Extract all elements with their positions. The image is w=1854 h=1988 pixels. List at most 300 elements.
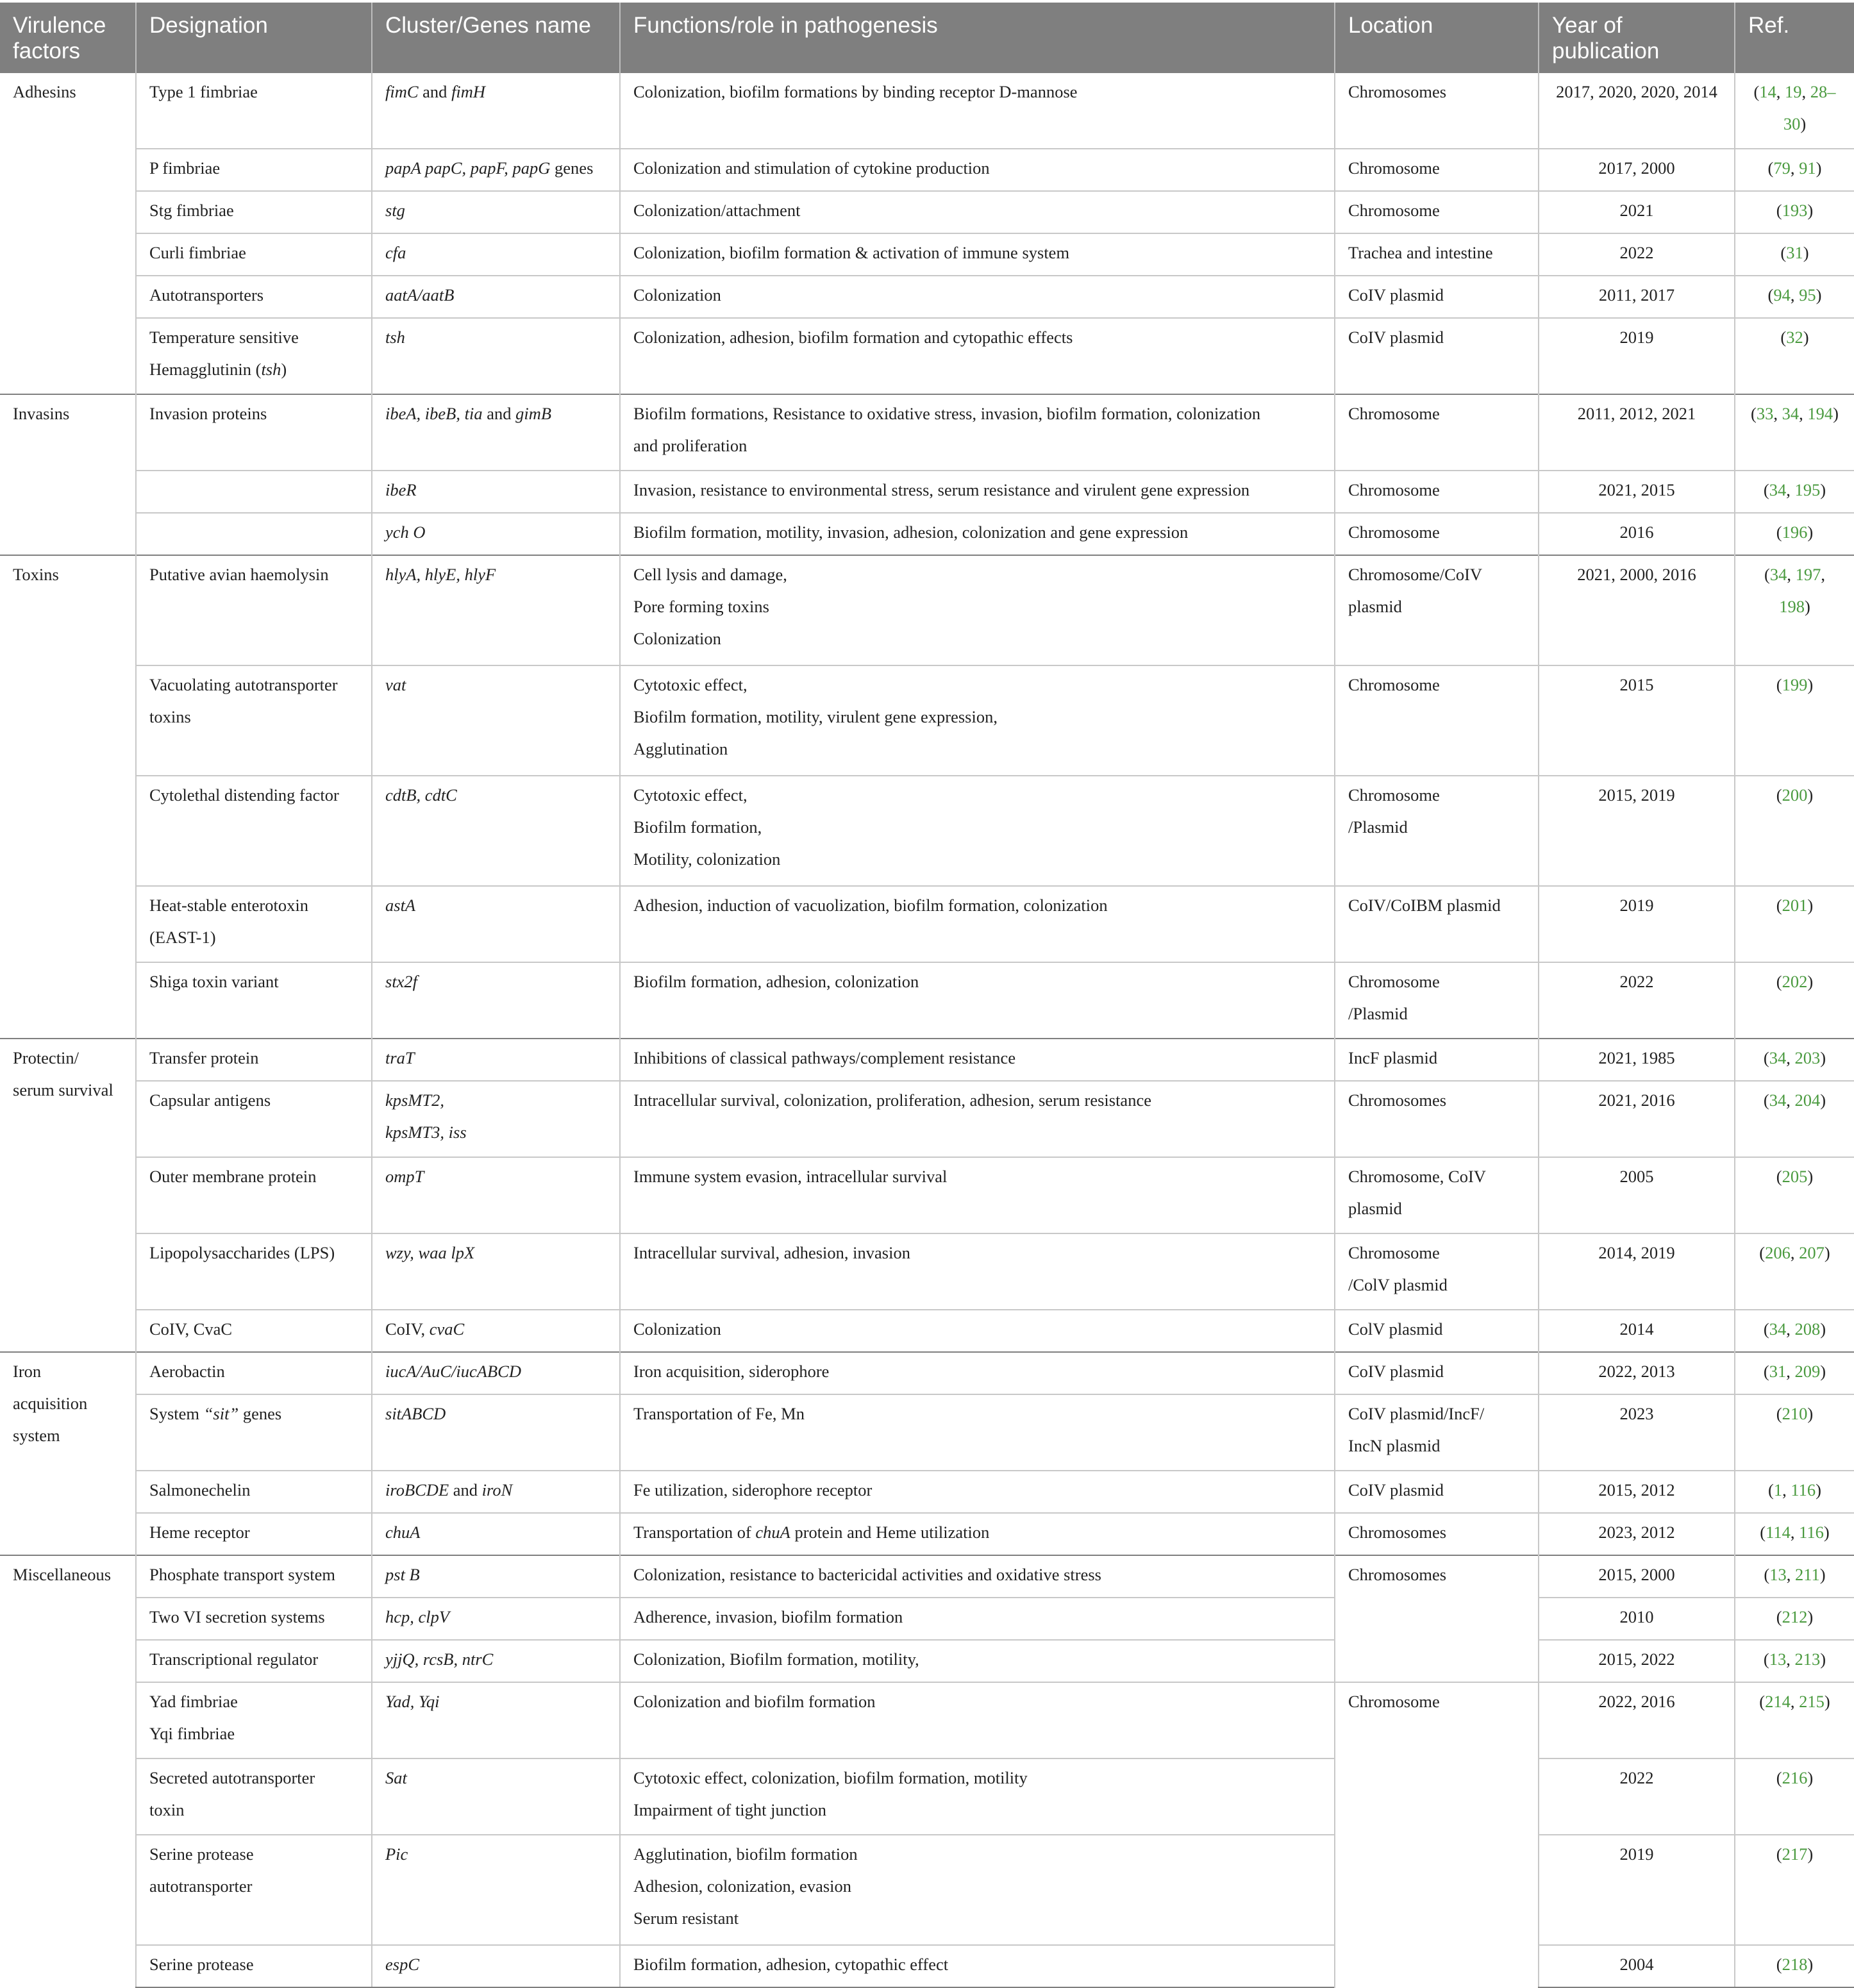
ref-link[interactable]: 34 — [1782, 404, 1800, 423]
cell-line: Agglutination — [633, 739, 728, 758]
year-cell: 2019 — [1539, 886, 1735, 962]
location-cell — [1335, 1471, 1539, 1513]
functions-cell — [620, 276, 1335, 318]
ref-link[interactable]: 95 — [1799, 285, 1816, 305]
cell-line: Sat — [385, 1768, 407, 1787]
functions-cell — [620, 886, 1335, 962]
year-cell: 2021, 1985 — [1539, 1039, 1735, 1081]
cell-line: Chromosome — [1348, 201, 1440, 220]
ref-cell: (32) — [1735, 318, 1854, 394]
location-cell — [1335, 1555, 1539, 1682]
designation-line: System “sit” genes — [149, 1404, 282, 1423]
cell-line: Transportation of Fe, Mn — [633, 1404, 805, 1423]
designation-line: Lipopolysaccharides (LPS) — [149, 1243, 335, 1262]
cell-line: Iron acquisition, siderophore — [633, 1362, 830, 1381]
ref-cell: (34, 208) — [1735, 1310, 1854, 1352]
functions-cell — [620, 1513, 1335, 1555]
ref-link[interactable]: 91 — [1799, 158, 1816, 178]
cell-line: ych O — [385, 522, 426, 542]
ref-cell: (196) — [1735, 513, 1854, 555]
cell-line: Chromosomes — [1348, 1090, 1447, 1110]
ref-cell: (34, 203) — [1735, 1039, 1854, 1081]
cell-line: /Plasmid — [1348, 1004, 1408, 1023]
cell-line: Chromosome — [1348, 404, 1440, 423]
cell-line: plasmid — [1348, 1199, 1402, 1218]
cell-line: CoIV/CoIBM plasmid — [1348, 896, 1501, 915]
genes-cell — [372, 318, 620, 394]
designation-line: P fimbriae — [149, 158, 221, 178]
year-cell: 2015, 2022 — [1539, 1640, 1735, 1682]
year-cell: 2022, 2016 — [1539, 1682, 1735, 1758]
ref-link[interactable]: 114 — [1766, 1523, 1791, 1542]
cell-line: Cytotoxic effect, colonization, biofilm formation, motility — [633, 1768, 1028, 1787]
designation-cell — [136, 318, 372, 394]
cell-line: Chromosome — [1348, 675, 1440, 694]
cell-line: Biofilm formation, adhesion, cytopathic effect — [633, 1955, 949, 1974]
designation-cell — [136, 149, 372, 191]
year-cell: 2015, 2000 — [1539, 1555, 1735, 1598]
cell-line: Pic — [385, 1844, 408, 1864]
location-cell — [1335, 1310, 1539, 1352]
ref-link[interactable]: 34 — [1769, 1090, 1787, 1110]
designation-line: Yad fimbriae — [149, 1692, 238, 1711]
cell-line: Colonization, biofilm formation & activation of immune system — [633, 243, 1070, 262]
genes-cell — [372, 149, 620, 191]
genes-cell — [372, 276, 620, 318]
cell-line: wzy, waa lpX — [385, 1243, 475, 1262]
location-cell — [1335, 1394, 1539, 1471]
ref-link[interactable]: 193 — [1782, 201, 1808, 220]
designation-cell — [136, 1157, 372, 1233]
ref-link[interactable]: 13 — [1769, 1650, 1787, 1669]
cell-line: espC — [385, 1955, 419, 1974]
cell-line: Chromosome, CoIV — [1348, 1167, 1486, 1186]
designation-line: Temperature sensitive — [149, 328, 299, 347]
location-cell — [1335, 886, 1539, 962]
cell-line: Cell lysis and damage, — [633, 565, 787, 584]
ref-link[interactable]: 13 — [1769, 1565, 1787, 1584]
cell-line: Colonization, adhesion, biofilm formation and cytopathic effects — [633, 328, 1073, 347]
designation-line: toxins — [149, 707, 191, 726]
designation-line: Heme receptor — [149, 1523, 250, 1542]
functions-cell — [620, 149, 1335, 191]
ref-link[interactable]: 199 — [1782, 675, 1808, 694]
category-label: Protectin/ — [13, 1048, 79, 1067]
designation-line: Stg fimbriae — [149, 201, 234, 220]
functions-cell — [620, 1640, 1335, 1682]
cell-line: Colonization/attachment — [633, 201, 801, 220]
location-cell — [1335, 276, 1539, 318]
designation-cell — [136, 1233, 372, 1310]
table-row — [0, 962, 1854, 1039]
genes-cell — [372, 394, 620, 471]
designation-line: CoIV, CvaC — [149, 1319, 233, 1339]
location-cell — [1335, 471, 1539, 513]
functions-cell — [620, 555, 1335, 665]
functions-cell — [620, 1157, 1335, 1233]
cell-line: CoIV, cvaC — [385, 1319, 465, 1339]
year-cell: 2021, 2000, 2016 — [1539, 555, 1735, 665]
table-row — [0, 555, 1854, 665]
cell-line: and proliferation — [633, 436, 747, 455]
cell-line: kpsMT2, — [385, 1090, 445, 1110]
cell-line: Colonization and stimulation of cytokine production — [633, 158, 990, 178]
ref-link[interactable]: 19 — [1785, 82, 1802, 101]
cell-line: Colonization, resistance to bactericidal activities and oxidative stress — [633, 1565, 1101, 1584]
designation-cell — [136, 1352, 372, 1394]
cell-line: CoIV plasmid — [1348, 1480, 1444, 1499]
ref-link[interactable]: 28–30 — [1783, 82, 1836, 133]
year-cell: 2011, 2012, 2021 — [1539, 394, 1735, 471]
ref-link[interactable]: 94 — [1773, 285, 1791, 305]
year-cell: 2015 — [1539, 665, 1735, 776]
year-cell: 2022 — [1539, 1758, 1735, 1835]
ref-cell: (1, 116) — [1735, 1471, 1854, 1513]
category-label: Invasins — [13, 404, 70, 423]
designation-line: Invasion proteins — [149, 404, 267, 423]
ref-link[interactable]: 210 — [1782, 1404, 1808, 1423]
table-row — [0, 318, 1854, 394]
cell-line: astA — [385, 896, 416, 915]
table-row — [0, 1157, 1854, 1233]
ref-link[interactable]: 206 — [1765, 1243, 1791, 1262]
ref-link[interactable]: 214 — [1765, 1692, 1791, 1711]
ref-cell: (31) — [1735, 233, 1854, 276]
ref-link[interactable]: 195 — [1794, 480, 1821, 499]
year-cell: 2015, 2012 — [1539, 1471, 1735, 1513]
location-cell — [1335, 233, 1539, 276]
designation-line: Serine protease — [149, 1844, 254, 1864]
header-location: Location — [1335, 3, 1539, 72]
genes-cell — [372, 1352, 620, 1394]
cell-line: fimC and fimH — [385, 82, 486, 101]
ref-link[interactable]: 201 — [1782, 896, 1808, 915]
cell-line: Chromosome — [1348, 522, 1440, 542]
ref-cell: (33, 34, 194) — [1735, 394, 1854, 471]
cell-line: ompT — [385, 1167, 424, 1186]
ref-link[interactable]: 218 — [1782, 1955, 1808, 1974]
cell-line: Chromosome — [1348, 1692, 1440, 1711]
cell-line: Agglutination, biofilm formation — [633, 1844, 858, 1864]
ref-link[interactable]: 31 — [1769, 1362, 1787, 1381]
table-row — [0, 1555, 1854, 1598]
genes-cell — [372, 72, 620, 149]
designation-cell — [136, 1555, 372, 1598]
cell-line: Colonization — [633, 285, 721, 305]
ref-link[interactable]: 198 — [1779, 597, 1805, 616]
header-year: Year of publication — [1539, 3, 1735, 72]
functions-cell — [620, 1471, 1335, 1513]
year-cell: 2017, 2020, 2020, 2014 — [1539, 72, 1735, 149]
cell-line: Chromosomes — [1348, 1565, 1447, 1584]
cell-line: Motility, colonization — [633, 849, 781, 869]
location-cell — [1335, 555, 1539, 665]
genes-cell — [372, 1682, 620, 1758]
ref-link[interactable]: 196 — [1782, 522, 1808, 542]
ref-link[interactable]: 34 — [1769, 480, 1787, 499]
category-cell — [0, 72, 136, 394]
location-cell — [1335, 513, 1539, 555]
table-row — [0, 1471, 1854, 1513]
cell-line: Chromosome — [1348, 785, 1440, 805]
location-cell — [1335, 962, 1539, 1039]
ref-cell: (114, 116) — [1735, 1513, 1854, 1555]
cell-line: vat — [385, 675, 406, 694]
ref-cell: (13, 211) — [1735, 1555, 1854, 1598]
cell-line: Pore forming toxins — [633, 597, 769, 616]
functions-cell — [620, 962, 1335, 1039]
functions-cell — [620, 1233, 1335, 1310]
genes-cell — [372, 1471, 620, 1513]
genes-cell — [372, 1640, 620, 1682]
cell-line: hlyA, hlyE, hlyF — [385, 565, 496, 584]
ref-link[interactable]: 209 — [1794, 1362, 1821, 1381]
year-cell: 2022 — [1539, 233, 1735, 276]
ref-link[interactable]: 204 — [1794, 1090, 1821, 1110]
functions-cell — [620, 1945, 1335, 1987]
designation-line: Transfer protein — [149, 1048, 259, 1067]
category-cell — [0, 1352, 136, 1555]
year-cell: 2011, 2017 — [1539, 276, 1735, 318]
functions-cell — [620, 233, 1335, 276]
ref-link[interactable]: 205 — [1782, 1167, 1808, 1186]
location-cell — [1335, 149, 1539, 191]
designation-cell — [136, 1039, 372, 1081]
ref-link[interactable]: 212 — [1782, 1607, 1808, 1626]
cell-line: Adherence, invasion, biofilm formation — [633, 1607, 903, 1626]
cell-line: Colonization and biofilm formation — [633, 1692, 876, 1711]
cell-line: hcp, clpV — [385, 1607, 450, 1626]
cell-line: papA papC, papF, papG genes — [385, 158, 594, 178]
ref-link[interactable]: 203 — [1794, 1048, 1821, 1067]
designation-cell — [136, 1598, 372, 1640]
ref-cell: (193) — [1735, 191, 1854, 233]
cell-line: Biofilm formation, adhesion, colonization — [633, 972, 919, 991]
ref-cell: (34, 204) — [1735, 1081, 1854, 1157]
table-row — [0, 1598, 1854, 1640]
category-label: acquisition — [13, 1394, 88, 1413]
ref-cell: (199) — [1735, 665, 1854, 776]
designation-cell — [136, 1758, 372, 1835]
year-cell: 2005 — [1539, 1157, 1735, 1233]
designation-line: Hemagglutinin (tsh) — [149, 360, 287, 379]
table-row — [0, 1233, 1854, 1310]
header-functions: Functions/role in pathogenesis — [620, 3, 1335, 72]
ref-cell: (201) — [1735, 886, 1854, 962]
cell-line: Cytotoxic effect, — [633, 675, 747, 694]
location-cell — [1335, 776, 1539, 886]
genes-cell — [372, 191, 620, 233]
table-row — [0, 1640, 1854, 1682]
designation-cell — [136, 1471, 372, 1513]
genes-cell — [372, 555, 620, 665]
cell-line: iucA/AuC/iucABCD — [385, 1362, 521, 1381]
genes-cell — [372, 1157, 620, 1233]
year-cell: 2010 — [1539, 1598, 1735, 1640]
year-cell: 2022, 2013 — [1539, 1352, 1735, 1394]
cell-line: iroBCDE and iroN — [385, 1480, 513, 1499]
designation-line: Yqi fimbriae — [149, 1724, 235, 1743]
genes-cell — [372, 513, 620, 555]
designation-line: Shiga toxin variant — [149, 972, 279, 991]
cell-line: Trachea and intestine — [1348, 243, 1493, 262]
header-virulence-factors: Virulence factors — [0, 3, 136, 72]
cell-line: IncN plasmid — [1348, 1436, 1441, 1455]
location-cell — [1335, 1233, 1539, 1310]
genes-cell — [372, 1555, 620, 1598]
functions-cell — [620, 318, 1335, 394]
ref-link[interactable]: 79 — [1773, 158, 1791, 178]
cell-line: ibeR — [385, 480, 417, 499]
location-cell — [1335, 1513, 1539, 1555]
table-row — [0, 1835, 1854, 1945]
ref-link[interactable]: 215 — [1799, 1692, 1825, 1711]
ref-link[interactable]: 34 — [1769, 1048, 1787, 1067]
table-body — [0, 72, 1854, 1987]
location-cell — [1335, 394, 1539, 471]
cell-line: Chromosomes — [1348, 1523, 1447, 1542]
cell-line: ColV plasmid — [1348, 1319, 1443, 1339]
functions-cell — [620, 1758, 1335, 1835]
cell-line: aatA/aatB — [385, 285, 455, 305]
ref-link[interactable]: 31 — [1786, 243, 1803, 262]
ref-link[interactable]: 213 — [1794, 1650, 1821, 1669]
designation-cell — [136, 1640, 372, 1682]
cell-line: traT — [385, 1048, 415, 1067]
ref-link[interactable]: 216 — [1782, 1768, 1808, 1787]
cell-line: Chromosome — [1348, 480, 1440, 499]
ref-link[interactable]: 211 — [1794, 1565, 1820, 1584]
designation-line: Type 1 fimbriae — [149, 82, 258, 101]
cell-line: Cytotoxic effect, — [633, 785, 747, 805]
ref-cell: (217) — [1735, 1835, 1854, 1945]
functions-cell — [620, 1394, 1335, 1471]
cell-line: Chromosome/CoIV — [1348, 565, 1483, 584]
ref-link[interactable]: 200 — [1782, 785, 1808, 805]
ref-link[interactable]: 33 — [1756, 404, 1774, 423]
year-cell: 2021, 2016 — [1539, 1081, 1735, 1157]
genes-cell — [372, 665, 620, 776]
cell-line: Colonization, Biofilm formation, motility, — [633, 1650, 919, 1669]
cell-line: /ColV plasmid — [1348, 1275, 1448, 1294]
table-row — [0, 513, 1854, 555]
designation-cell — [136, 72, 372, 149]
header-row — [0, 3, 1854, 72]
category-label: serum survival — [13, 1080, 113, 1099]
cell-line: plasmid — [1348, 597, 1402, 616]
table-row — [0, 471, 1854, 513]
location-cell — [1335, 665, 1539, 776]
year-cell: 2017, 2000 — [1539, 149, 1735, 191]
ref-link[interactable]: 208 — [1794, 1319, 1821, 1339]
designation-line: Heat-stable enterotoxin — [149, 896, 308, 915]
designation-cell — [136, 1513, 372, 1555]
cell-line: CoIV plasmid — [1348, 285, 1444, 305]
cell-line: ibeA, ibeB, tia and gimB — [385, 404, 552, 423]
cell-line: Yad, Yqi — [385, 1692, 440, 1711]
designation-cell — [136, 276, 372, 318]
functions-cell — [620, 1555, 1335, 1598]
cell-line: Immune system evasion, intracellular survival — [633, 1167, 948, 1186]
functions-cell — [620, 776, 1335, 886]
ref-cell: (14, 19, 28–30) — [1735, 72, 1854, 149]
ref-link[interactable]: 34 — [1769, 1319, 1787, 1339]
designation-cell — [136, 1310, 372, 1352]
ref-link[interactable]: 1 — [1773, 1480, 1783, 1499]
cell-line: sitABCD — [385, 1404, 446, 1423]
location-cell — [1335, 318, 1539, 394]
designation-line: Cytolethal distending factor — [149, 785, 339, 805]
cell-line: Adhesion, induction of vacuolization, biofilm formation, colonization — [633, 896, 1108, 915]
virulence-factors-table — [0, 3, 1854, 1988]
ref-link[interactable]: 14 — [1759, 82, 1776, 101]
functions-cell — [620, 513, 1335, 555]
ref-link[interactable]: 34 — [1769, 565, 1787, 584]
ref-cell: (212) — [1735, 1598, 1854, 1640]
ref-cell: (34, 197, 198) — [1735, 555, 1854, 665]
year-cell: 2014 — [1539, 1310, 1735, 1352]
designation-line: Putative avian haemolysin — [149, 565, 329, 584]
ref-cell: (13, 213) — [1735, 1640, 1854, 1682]
cell-line: cdtB, cdtC — [385, 785, 457, 805]
functions-cell — [620, 665, 1335, 776]
ref-link[interactable]: 217 — [1782, 1844, 1808, 1864]
year-cell: 2023, 2012 — [1539, 1513, 1735, 1555]
cell-line: Chromosome — [1348, 1243, 1440, 1262]
ref-cell: (34, 195) — [1735, 471, 1854, 513]
ref-link[interactable]: 202 — [1782, 972, 1808, 991]
designation-line: Capsular antigens — [149, 1090, 271, 1110]
genes-cell — [372, 776, 620, 886]
year-cell: 2019 — [1539, 1835, 1735, 1945]
genes-cell — [372, 1598, 620, 1640]
ref-link[interactable]: 32 — [1786, 328, 1803, 347]
year-cell: 2022 — [1539, 962, 1735, 1039]
ref-cell: (214, 215) — [1735, 1682, 1854, 1758]
ref-cell: (205) — [1735, 1157, 1854, 1233]
cell-line: tsh — [385, 328, 405, 347]
cell-line: stg — [385, 201, 405, 220]
table-row — [0, 191, 1854, 233]
ref-link[interactable]: 207 — [1799, 1243, 1825, 1262]
location-cell — [1335, 191, 1539, 233]
designation-line: Transcriptional regulator — [149, 1650, 319, 1669]
designation-cell — [136, 886, 372, 962]
designation-cell — [136, 471, 372, 513]
designation-line: Serine protease — [149, 1955, 254, 1974]
ref-cell: (94, 95) — [1735, 276, 1854, 318]
ref-link[interactable]: 116 — [1799, 1523, 1824, 1542]
genes-cell — [372, 1945, 620, 1987]
category-label: system — [13, 1426, 60, 1445]
category-cell — [0, 1039, 136, 1352]
designation-cell — [136, 962, 372, 1039]
category-label: Toxins — [13, 565, 59, 584]
year-cell: 2023 — [1539, 1394, 1735, 1471]
cell-line: stx2f — [385, 972, 418, 991]
ref-link[interactable]: 194 — [1807, 404, 1833, 423]
designation-line: Two VI secretion systems — [149, 1607, 325, 1626]
designation-line: Vacuolating autotransporter — [149, 675, 338, 694]
table-row — [0, 149, 1854, 191]
ref-link[interactable]: 197 — [1795, 565, 1821, 584]
location-cell — [1335, 1682, 1539, 1987]
designation-cell — [136, 1945, 372, 1987]
year-cell: 2004 — [1539, 1945, 1735, 1987]
year-cell: 2021, 2015 — [1539, 471, 1735, 513]
cell-line: chuA — [385, 1523, 421, 1542]
ref-link[interactable]: 116 — [1791, 1480, 1816, 1499]
